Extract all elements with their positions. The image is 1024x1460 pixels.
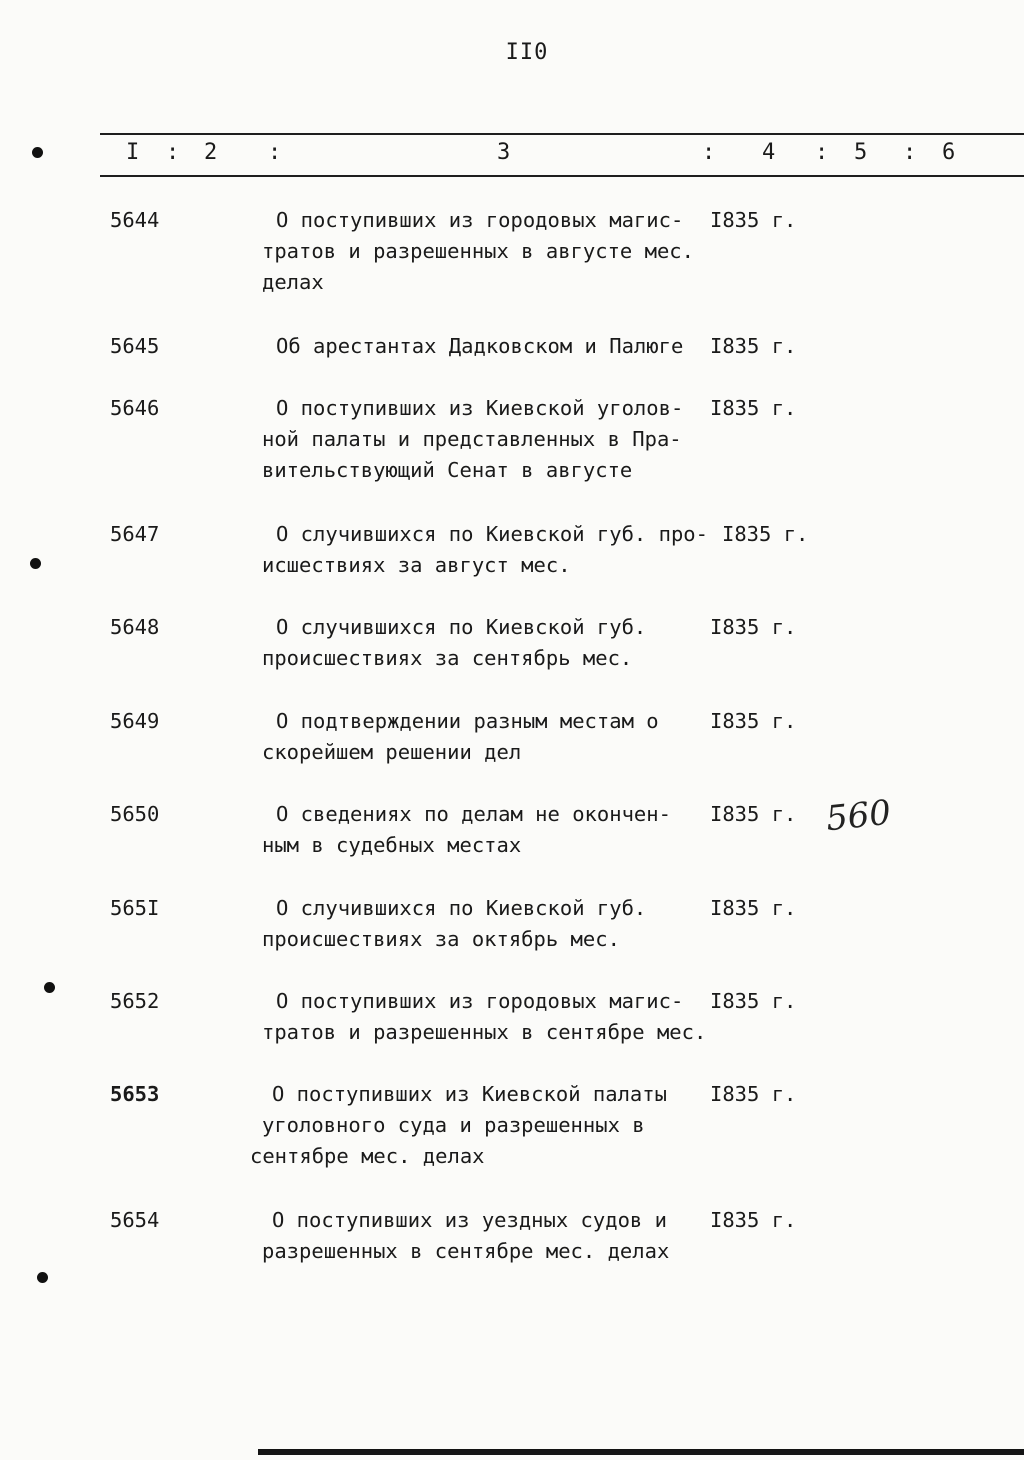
record-title-line: тратов и разрешенных в сентябре мес. xyxy=(262,1020,707,1044)
header-col-6: 6 xyxy=(942,140,956,165)
record-title-line: Об арестантах Дадковском и Палюге xyxy=(276,334,684,358)
record-title-line: ным в судебных местах xyxy=(262,833,522,857)
record-number: 5654 xyxy=(110,1208,160,1232)
record-title xyxy=(262,706,712,768)
header-separator: : xyxy=(702,140,716,165)
record-title-line: ной палаты и представленных в Пра- xyxy=(262,427,682,451)
record-title-line: О поступивших из городовых магис- xyxy=(276,989,684,1013)
record-year: I835 г. xyxy=(710,396,797,420)
record-number: 5649 xyxy=(110,709,160,733)
record-title-line: О поступивших из Киевской уголов- xyxy=(276,396,684,420)
record-year: I835 г. xyxy=(710,709,797,733)
record-title-line: уголовного суда и разрешенных в xyxy=(262,1113,645,1137)
punch-hole-mark xyxy=(44,982,55,993)
record-title-line: О случившихся по Киевской губ. xyxy=(276,896,647,920)
record-title-line: О подтверждении разным местам о xyxy=(276,709,659,733)
record-year: I835 г. xyxy=(710,989,797,1013)
record-year: I835 г. xyxy=(710,1208,797,1232)
header-col-5: 5 xyxy=(854,140,868,165)
record-year: I835 г. xyxy=(710,896,797,920)
record-title xyxy=(262,893,712,955)
punch-hole-mark xyxy=(32,147,43,158)
bottom-edge-band xyxy=(258,1449,1024,1455)
record-title-line: О случившихся по Киевской губ. xyxy=(276,615,647,639)
record-title-line: О поступивших из Киевской палаты xyxy=(272,1082,667,1106)
record-number: 5650 xyxy=(110,802,160,826)
record-number: 5652 xyxy=(110,989,160,1013)
record-title xyxy=(262,799,712,861)
record-title-line: делах xyxy=(262,270,324,294)
header-col-3: 3 xyxy=(497,140,511,165)
record-year: I835 г. xyxy=(722,522,809,546)
header-separator: : xyxy=(166,140,180,165)
record-title-line: скорейшем решении дел xyxy=(262,740,522,764)
punch-hole-mark xyxy=(37,1272,48,1283)
record-title xyxy=(262,519,712,581)
record-number: 565I xyxy=(110,896,160,920)
record-title xyxy=(262,393,712,486)
record-title-line: разрешенных в сентябре мес. делах xyxy=(262,1239,670,1263)
record-title-line: О случившихся по Киевской губ. про- xyxy=(276,522,708,546)
record-title-line: О поступивших из городовых магис- xyxy=(276,208,684,232)
record-year: I835 г. xyxy=(710,208,797,232)
record-year: I835 г. xyxy=(710,1082,797,1106)
punch-hole-mark xyxy=(30,558,41,569)
record-number: 5647 xyxy=(110,522,160,546)
record-title xyxy=(262,1205,712,1267)
record-year: I835 г. xyxy=(710,802,797,826)
record-year: I835 г. xyxy=(710,334,797,358)
record-title-line: О сведениях по делам не окончен- xyxy=(276,802,671,826)
header-separator: : xyxy=(268,140,282,165)
record-number: 5648 xyxy=(110,615,160,639)
record-title-line: вительствующий Сенат в августе xyxy=(262,458,633,482)
record-title-line: тратов и разрешенных в августе мес. xyxy=(262,239,694,263)
record-title-line: сентябре мес. делах xyxy=(250,1144,485,1168)
record-title xyxy=(262,612,712,674)
record-number: 5645 xyxy=(110,334,160,358)
record-title-line: исшествиях за август мес. xyxy=(262,553,571,577)
page-number: II0 xyxy=(505,40,549,65)
header-separator: : xyxy=(903,140,917,165)
record-title-line: О поступивших из уездных судов и xyxy=(272,1208,667,1232)
header-col-1: I xyxy=(126,140,140,165)
record-title-line: происшествиях за сентябрь мес. xyxy=(262,646,633,670)
record-number: 5644 xyxy=(110,208,160,232)
record-number: 5646 xyxy=(110,396,160,420)
record-year: I835 г. xyxy=(710,615,797,639)
record-number: 5653 xyxy=(110,1082,160,1106)
record-title xyxy=(262,205,712,298)
header-col-4: 4 xyxy=(762,140,776,165)
handwritten-annotation: 560 xyxy=(824,792,893,840)
record-title xyxy=(250,1079,712,1172)
header-separator: : xyxy=(815,140,829,165)
record-title xyxy=(262,986,712,1048)
header-col-2: 2 xyxy=(204,140,218,165)
record-title xyxy=(262,331,712,362)
record-title-line: происшествиях за октябрь мес. xyxy=(262,927,620,951)
